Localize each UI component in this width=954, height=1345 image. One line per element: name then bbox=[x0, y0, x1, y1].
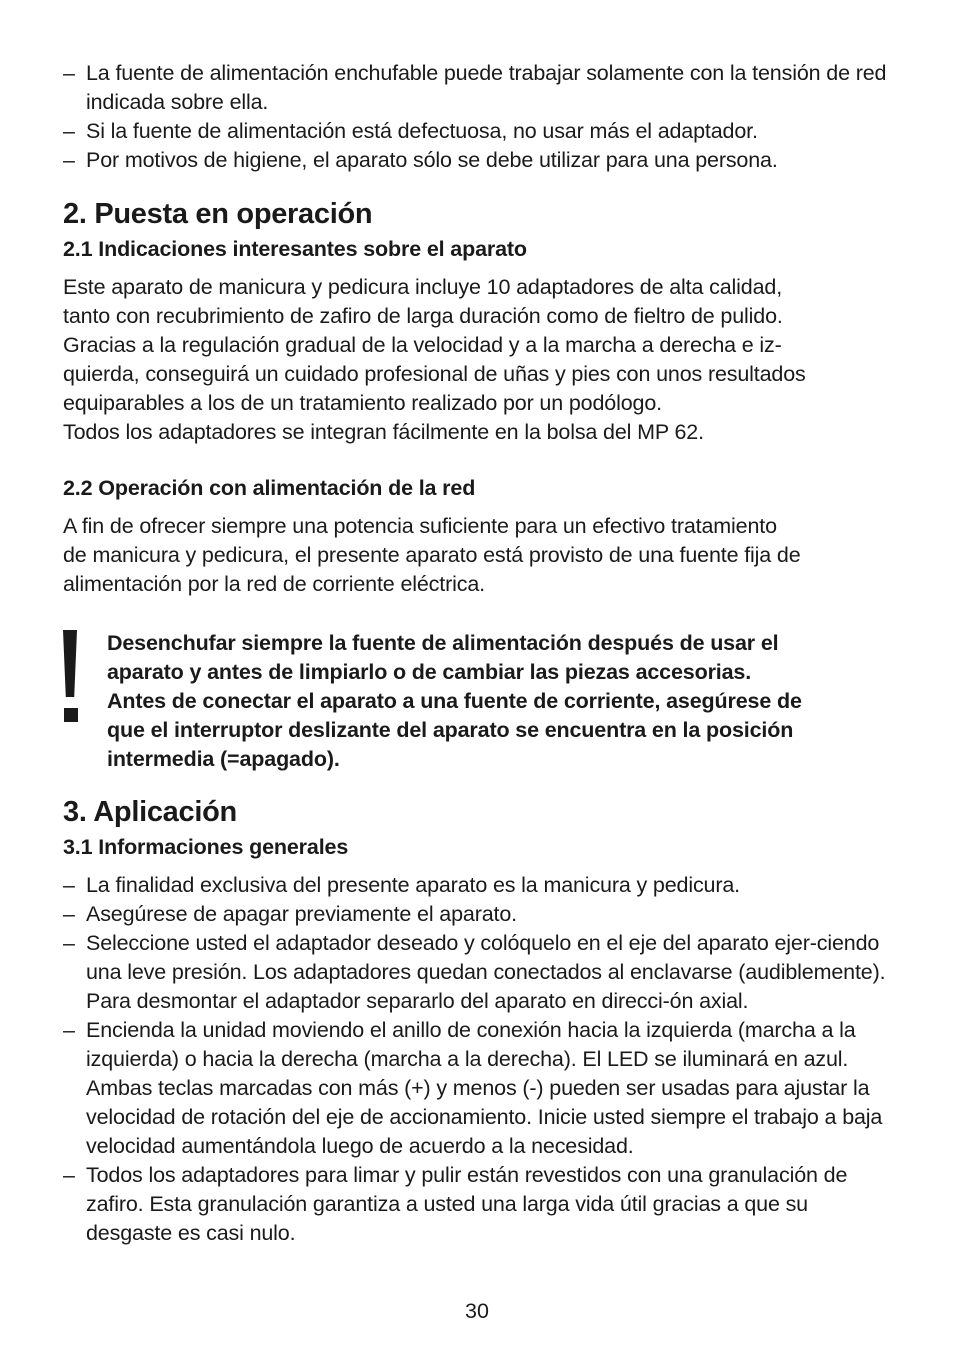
paragraph-line: Gracias a la regulación gradual de la velocidad y a la marcha a derecha e iz- bbox=[63, 333, 782, 357]
paragraph-line: de manicura y pedicura, el presente aparato está provisto de una fuente fija de bbox=[63, 543, 801, 567]
list-item: – La finalidad exclusiva del presente aparato es la manicura y pedicura. bbox=[63, 871, 891, 900]
list-item: – Si la fuente de alimentación está defectuosa, no usar más el adaptador. bbox=[63, 117, 891, 146]
paragraph-line: A fin de ofrecer siempre una potencia suficiente para un efectivo tratamiento bbox=[63, 514, 777, 538]
list-item: – Seleccione usted el adaptador deseado y colóquelo en el eje del aparato ejer-ciendo una leve presión. Los adaptadores quedan conectados al enclavarse (audiblemente). Para desmontar el adaptador separarlo del aparato en direcci-ón axial. bbox=[63, 929, 891, 1016]
paragraph-line: tanto con recubrimiento de zafiro de larga duración como de fieltro de pulido. bbox=[63, 304, 783, 328]
paragraph-line: equiparables a los de un tratamiento realizado por un podólogo. bbox=[63, 391, 662, 415]
section-2-1-heading: 2.1 Indicaciones interesantes sobre el aparato bbox=[63, 237, 527, 261]
list-item: – Encienda la unidad moviendo el anillo de conexión hacia la izquierda (marcha a la izquierda) o hacia la derecha (marcha a la derecha). El LED se iluminará en azul. Ambas teclas marcadas con más (+) y menos (-) pueden ser usadas para ajustar la velocidad de rotación del eje de accionamiento. Inicie usted siempre el trabajo a baja velocidad aumentándola luego de acuerdo a la necesidad. bbox=[63, 1016, 891, 1161]
warning-line: que el interruptor deslizante del aparato se encuentra en la posición bbox=[107, 718, 794, 742]
warning-line: Antes de conectar el aparato a una fuente de corriente, asegúrese de bbox=[107, 689, 802, 713]
list-item: – La fuente de alimentación enchufable puede trabajar solamente con la tensión de red indicada sobre ella. bbox=[63, 59, 891, 117]
warning-block bbox=[63, 629, 891, 774]
section-2-2-heading: 2.2 Operación con alimentación de la red bbox=[63, 476, 476, 500]
intro-bullet-list bbox=[63, 59, 891, 175]
paragraph-line: quierda, conseguirá un cuidado profesional de uñas y pies con unos resultados bbox=[63, 362, 806, 386]
warning-line: intermedia (=apagado). bbox=[107, 747, 340, 771]
page-number: 30 bbox=[465, 1299, 489, 1323]
section-2-heading: 2. Puesta en operación bbox=[63, 198, 373, 230]
list-item: – Asegúrese de apagar previamente el aparato. bbox=[63, 900, 891, 929]
section-3-1-bullet-list bbox=[63, 871, 891, 1248]
list-item: – Por motivos de higiene, el aparato sólo se debe utilizar para una persona. bbox=[63, 146, 891, 175]
paragraph-line: alimentación por la red de corriente eléctrica. bbox=[63, 572, 485, 596]
section-2-1-body bbox=[63, 273, 891, 447]
list-item: – Todos los adaptadores para limar y pulir están revestidos con una granulación de zafiro. Esta granulación garantiza a usted una larga vida útil gracias a que su desgaste es casi nulo. bbox=[63, 1161, 891, 1248]
section-3-1-heading: 3.1 Informaciones generales bbox=[63, 835, 349, 859]
section-3-heading: 3. Aplicación bbox=[63, 796, 237, 828]
section-2-2-body bbox=[63, 512, 891, 599]
paragraph-line: Este aparato de manicura y pedicura incluye 10 adaptadores de alta calidad, bbox=[63, 275, 783, 299]
warning-line: Desenchufar siempre la fuente de alimentación después de usar el bbox=[107, 631, 779, 655]
page-content bbox=[63, 59, 891, 1248]
paragraph-line: Todos los adaptadores se integran fácilmente en la bolsa del MP 62. bbox=[63, 420, 704, 444]
warning-line: aparato y antes de limpiarlo o de cambiar las piezas accesorias. bbox=[107, 660, 752, 684]
